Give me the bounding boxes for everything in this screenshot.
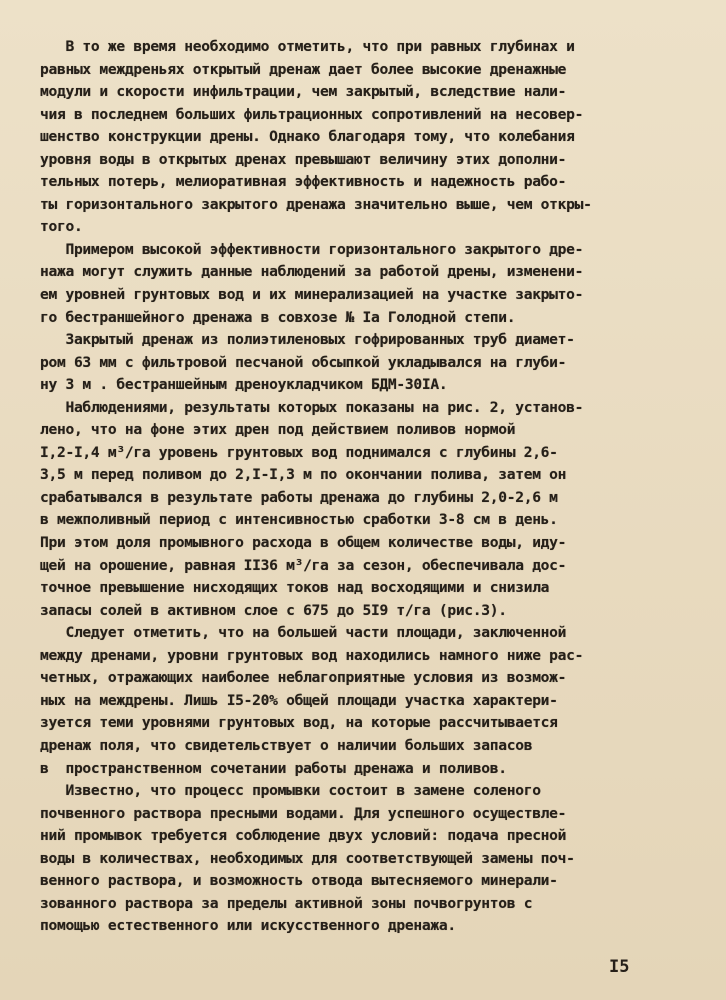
text-line: дренаж поля, что свидетельствует о наличии больших запасов (40, 736, 533, 754)
text-line: запасы солей в активном слое с 675 до 5I9 т/га (рис.3). (40, 601, 507, 619)
text-line: Известно, что процесс промывки состоит в замене соленого (40, 782, 541, 800)
text-line: зованного раствора за пределы активной зоны почвогрунтов с (40, 894, 533, 912)
text-line: уровня воды в открытых дренах превышают величину этих дополни- (40, 150, 567, 168)
text-line: щей на орошение, равная II36 м³/га за сезон, обеспечивала дос- (40, 556, 567, 574)
text-line: ты горизонтального закрытого дренажа значительно выше, чем откры- (40, 195, 592, 213)
text-line: тельных потерь, мелиоративная эффективность и надежность рабо- (40, 173, 567, 191)
text-line: лено, что на фоне этих дрен под действием поливов нормой (40, 421, 516, 439)
text-line: между дренами, уровни грунтовых вод находились намного ниже рас- (40, 646, 584, 664)
text-line: При этом доля промывного расхода в общем количестве воды, иду- (40, 534, 567, 552)
text-line: ну 3 м . бестраншейным дреноукладчиком БДМ-30IА. (40, 376, 448, 394)
text-line: I,2-I,4 м³/га уровень грунтовых вод поднимался с глубины 2,6- (40, 443, 558, 461)
text-line: равных междреньях открытый дренаж дает более высокие дренажные (40, 60, 567, 78)
text-line: го бестраншейного дренажа в совхозе № Iа Голодной степи. (40, 308, 516, 326)
text-line: модули и скорости инфильтрации, чем закрытый, вследствие нали- (40, 83, 567, 101)
text-line: чия в последнем больших фильтрационных сопротивлений на несовер- (40, 105, 584, 123)
text-line: 3,5 м перед поливом до 2,I-I,3 м по окончании полива, затем он (40, 466, 567, 484)
text-line: Наблюдениями, результаты которых показаны на рис. 2, установ- (40, 398, 584, 416)
body-text (40, 36, 680, 938)
text-line: нажа могут служить данные наблюдений за работой дрены, изменени- (40, 263, 584, 281)
text-line: срабатывался в результате работы дренажа до глубины 2,0-2,6 м (40, 488, 558, 506)
text-line: Следует отметить, что на большей части площади, заключенной (40, 624, 567, 642)
text-line: точное превышение нисходящих токов над восходящими и снизила (40, 579, 550, 597)
text-line: ний промывок требуется соблюдение двух условий: подача пресной (40, 827, 567, 845)
text-line: ем уровней грунтовых вод и их минерализацией на участке закрыто- (40, 286, 584, 304)
text-line: того. (40, 218, 83, 236)
page-number: I5 (609, 957, 630, 977)
text-line: ных на междрены. Лишь I5-20% общей площади участка характери- (40, 691, 558, 709)
text-line: шенство конструкции дрены. Однако благодаря тому, что колебания (40, 128, 575, 146)
text-line: в пространственном сочетании работы дренажа и поливов. (40, 759, 507, 777)
text-line: Примером высокой эффективности горизонтального закрытого дре- (40, 240, 584, 258)
text-line: четных, отражающих наиболее неблагоприятные условия из возмож- (40, 669, 567, 687)
text-line: зуется теми уровнями грунтовых вод, на которые рассчитывается (40, 714, 558, 732)
text-line: венного раствора, и возможность отвода вытесняемого минерали- (40, 872, 558, 890)
text-line: воды в количествах, необходимых для соответствующей замены поч- (40, 849, 575, 867)
text-line: в межполивный период с интенсивностью сработки 3-8 см в день. (40, 511, 558, 529)
text-line: ром 63 мм с фильтровой песчаной обсыпкой укладывался на глуби- (40, 353, 567, 371)
text-line: почвенного раствора пресными водами. Для успешного осуществле- (40, 804, 567, 822)
text-line: помощью естественного или искусственного дренажа. (40, 917, 456, 935)
text-line: В то же время необходимо отметить, что при равных глубинах и (40, 38, 575, 55)
text-line: Закрытый дренаж из полиэтиленовых гофрированных труб диамет- (40, 331, 575, 349)
